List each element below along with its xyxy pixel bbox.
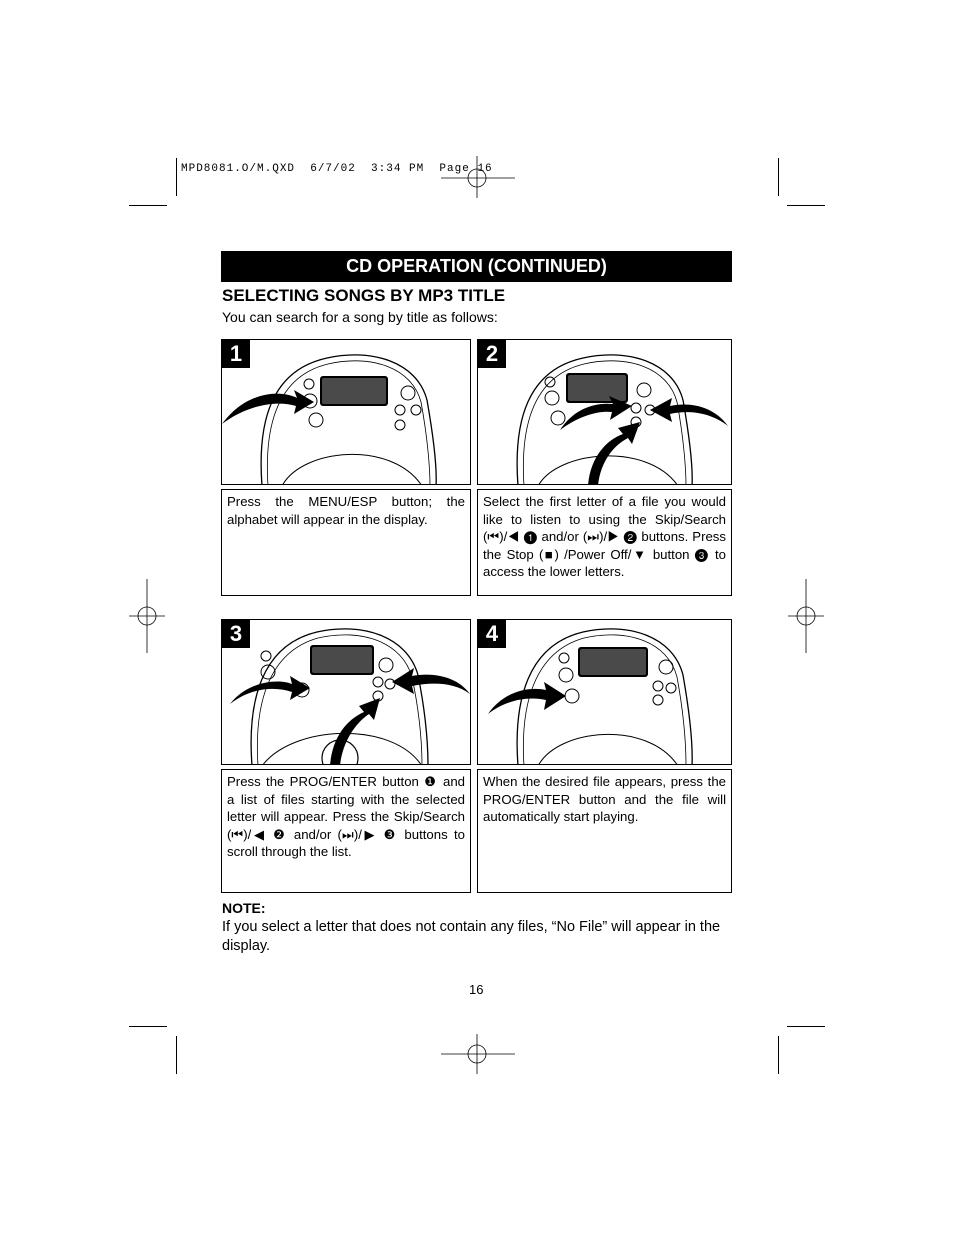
pointing-arrow-icon <box>650 398 728 426</box>
crop-mark <box>787 205 825 206</box>
step-number: 2 <box>478 340 506 368</box>
pointing-arrow-icon <box>222 390 314 424</box>
note-body: If you select a letter that does not contain any files, “No File” will appear in the display. <box>222 919 721 954</box>
step-3-figure <box>221 619 471 765</box>
section-title: SELECTING SONGS BY MP3 TITLE <box>222 286 506 305</box>
step-number: 4 <box>478 620 506 648</box>
cd-player-illustration <box>222 620 471 765</box>
section-banner: CD OPERATION (CONTINUED) <box>221 251 732 282</box>
pointing-arrow-icon <box>488 682 566 714</box>
step-1-text: Press the MENU/ESP button; the alphabet will appear in the display. <box>221 489 471 596</box>
step-2-text: Select the first letter of a file you would like to listen to using the Skip/Search (⏮)/◀ ❶ and/or (⏭)/▶ ❷ buttons. Press the Stop (■) /Power Off/▼ button ❸ to access the lower letters. <box>477 489 732 596</box>
step-number: 1 <box>222 340 250 368</box>
registration-mark-icon <box>437 1034 517 1076</box>
pointing-arrow-icon <box>392 668 470 694</box>
crop-mark <box>129 205 167 206</box>
crop-mark <box>778 1036 779 1074</box>
step-4-text: When the desired file appears, press the PROG/ENTER button and the file will automatically start playing. <box>477 769 732 893</box>
registration-mark-icon <box>437 150 517 200</box>
crop-mark <box>129 1026 167 1027</box>
crop-mark <box>787 1026 825 1027</box>
note-heading: NOTE: <box>222 900 266 916</box>
cd-player-illustration <box>478 620 732 765</box>
crop-mark <box>176 158 177 196</box>
step-4-figure <box>477 619 732 765</box>
step-1-figure <box>221 339 471 485</box>
step-number: 3 <box>222 620 250 648</box>
crop-mark <box>778 158 779 196</box>
section-intro: You can search for a song by title as follows: <box>222 309 498 325</box>
registration-mark-icon <box>127 577 167 657</box>
crop-mark <box>176 1036 177 1074</box>
registration-mark-icon <box>786 577 826 657</box>
pointing-arrow-icon <box>330 698 380 765</box>
page-number: 16 <box>469 982 484 997</box>
step-2-figure <box>477 339 732 485</box>
step-3-text: Press the PROG/ENTER button ❶ and a list of files starting with the selected letter will appear. Press the Skip/Search (⏮)/◀ ❷ and/or (⏭)/▶ ❸ buttons to scroll through the list. <box>221 769 471 893</box>
cd-player-illustration <box>222 340 471 485</box>
pointing-arrow-icon <box>588 422 640 485</box>
cd-player-illustration <box>478 340 732 485</box>
print-slug: MPD8081.O/M.QXD 6/7/02 3:34 PM Page 16 <box>181 163 493 175</box>
